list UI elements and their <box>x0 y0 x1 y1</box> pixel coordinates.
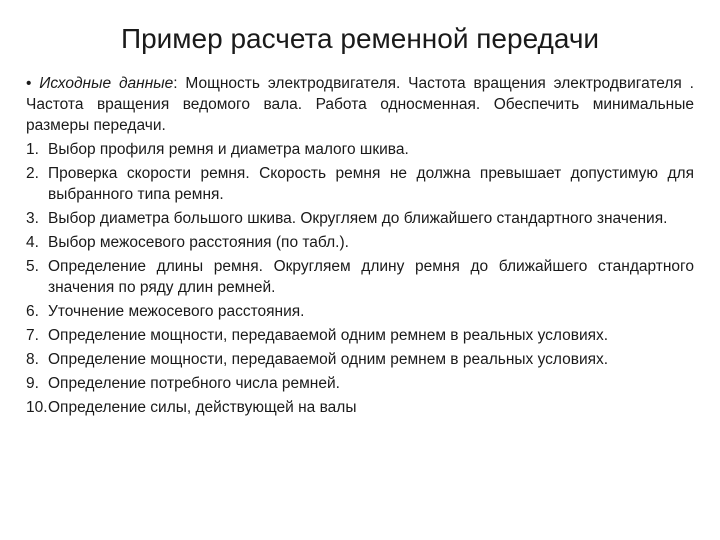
list-item-number: 1. <box>26 141 39 158</box>
list-item-text: Выбор межосевого расстояния (по табл.). <box>48 234 349 251</box>
list-item-text: Определение потребного числа ремней. <box>48 375 340 392</box>
list-item-10 <box>26 397 694 418</box>
bullet: • <box>26 75 32 92</box>
intro-paragraph <box>26 73 694 136</box>
list-item-text: Определение мощности, передаваемой одним ремнем в реальных условиях. <box>48 351 609 368</box>
list-item-1 <box>26 139 694 160</box>
list-item-text: Определение длины ремня. Округляем длину ремня до ближайшего стандартного значения по ряду длин ремней. <box>48 258 694 296</box>
list-item-9 <box>26 373 694 394</box>
list-item-4 <box>26 232 694 253</box>
slide-content <box>26 73 694 421</box>
list-item-number: 10. <box>26 399 48 416</box>
list-item-number: 9. <box>26 375 39 392</box>
list-item-number: 7. <box>26 327 39 344</box>
list-item-8 <box>26 349 694 370</box>
list-item-number: 6. <box>26 303 39 320</box>
list-item-6 <box>26 301 694 322</box>
intro-label: Исходные данные <box>39 75 174 92</box>
list-item-5 <box>26 256 694 298</box>
list-item-number: 5. <box>26 258 39 275</box>
list-item-3 <box>26 208 694 229</box>
list-item-text: Определение мощности, передаваемой одним ремнем в реальных условиях. <box>48 327 609 344</box>
list-item-text: Выбор профиля ремня и диаметра малого шкива. <box>48 141 409 158</box>
intro-text: : Мощность электродвигателя. Частота вращения электродвигателя . Частота вращения ведомого вала. Работа односменная. Обеспечить минимальные размеры передачи. <box>26 75 694 134</box>
list-item-text: Определение силы, действующей на валы <box>48 399 357 416</box>
list-item-text: Выбор диаметра большого шкива. Округляем до ближайшего стандартного значения. <box>48 210 668 227</box>
slide-title: Пример расчета ременной передачи <box>120 23 600 54</box>
list-item-number: 2. <box>26 165 39 182</box>
list-item-text: Уточнение межосевого расстояния. <box>48 303 305 320</box>
list-item-text: Проверка скорости ремня. Скорость ремня не должна превышает допустимую для выбранного типа ремня. <box>48 165 694 203</box>
list-item-number: 3. <box>26 210 39 227</box>
list-item-number: 4. <box>26 234 39 251</box>
list-item-2 <box>26 163 694 205</box>
list-item-7 <box>26 325 694 346</box>
list-item-number: 8. <box>26 351 39 368</box>
